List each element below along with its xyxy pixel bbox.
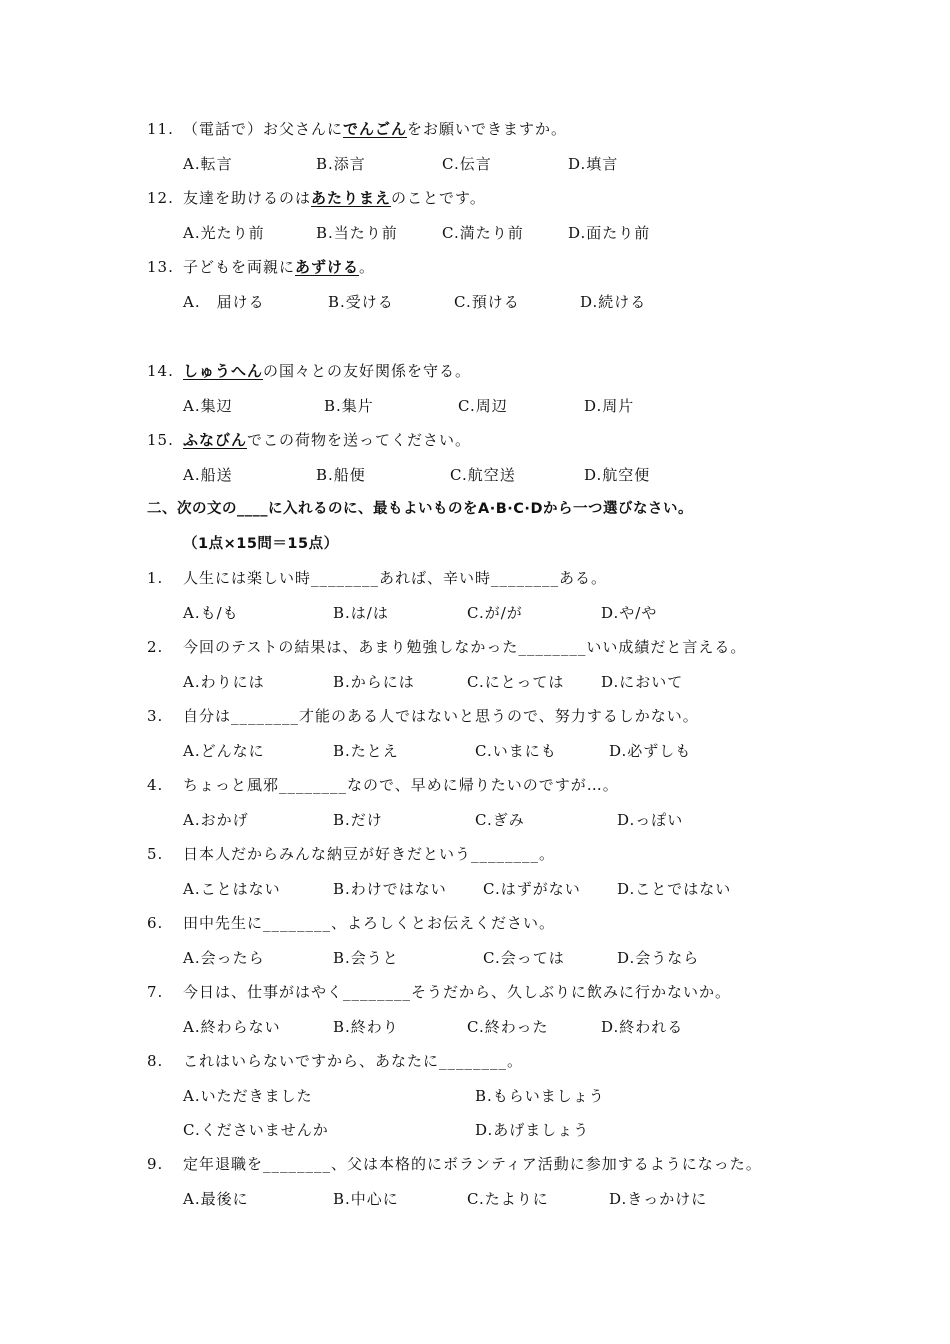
option-c: C.たよりに bbox=[467, 1190, 549, 1208]
option-d: D.や/や bbox=[601, 604, 658, 622]
option-d: D.続ける bbox=[580, 293, 647, 311]
option-d: D.あげましょう bbox=[475, 1121, 590, 1139]
option-b: B.わけではない bbox=[333, 880, 447, 898]
option-b: B.終わり bbox=[333, 1018, 399, 1036]
question-number: 13. bbox=[147, 258, 174, 276]
question-stem: 自分は________才能のある人ではないと思うので、努力するしかない。 bbox=[183, 707, 699, 725]
option-a: A.最後に bbox=[183, 1190, 249, 1208]
question-stem: 今日は、仕事がはやく________そうだから、久しぶりに飲みに行かないか。 bbox=[183, 983, 732, 1001]
option-a: A.船送 bbox=[183, 466, 233, 484]
option-a: A.集辺 bbox=[183, 397, 233, 415]
option-b: B.受ける bbox=[328, 293, 394, 311]
option-b: B.たとえ bbox=[333, 742, 399, 760]
question-stem: 今回のテストの結果は、あまり勉強しなかった________いい成績だと言える。 bbox=[183, 638, 747, 656]
option-c: C.くださいませんか bbox=[183, 1121, 329, 1139]
question-stem: これはいらないですから、あなたに________。 bbox=[183, 1052, 524, 1070]
target-word: しゅうへん bbox=[183, 362, 264, 380]
option-b: B.中心に bbox=[333, 1190, 399, 1208]
question-stem: ふなびんでこの荷物を送ってください。 bbox=[183, 431, 472, 449]
option-a: A.終わらない bbox=[183, 1018, 281, 1036]
question-number: 4. bbox=[147, 776, 164, 794]
option-b: B.は/は bbox=[333, 604, 389, 622]
question-number: 6. bbox=[147, 914, 164, 932]
question-number: 5. bbox=[147, 845, 164, 863]
option-d: D.周片 bbox=[584, 397, 635, 415]
option-c: C.いまにも bbox=[475, 742, 557, 760]
section-points: （1点×15問＝15点） bbox=[183, 536, 339, 552]
option-b: B.添言 bbox=[316, 155, 366, 173]
question-number: 9. bbox=[147, 1155, 164, 1173]
question-stem: ちょっと風邪________なので、早めに帰りたいのですが…。 bbox=[183, 776, 619, 794]
question-stem: 友達を助けるのはあたりまえのことです。 bbox=[183, 189, 486, 207]
option-a: A.おかげ bbox=[183, 811, 249, 829]
target-word: あたりまえ bbox=[311, 189, 392, 207]
question-number: 15. bbox=[147, 431, 174, 449]
option-c: C.にとっては bbox=[467, 673, 565, 691]
option-a: A.ことはない bbox=[183, 880, 281, 898]
option-c: C.終わった bbox=[467, 1018, 549, 1036]
option-d: D.っぽい bbox=[617, 811, 684, 829]
option-c: C.会っては bbox=[483, 949, 565, 967]
option-a: A.も/も bbox=[183, 604, 239, 622]
option-b: B.集片 bbox=[324, 397, 374, 415]
option-c: C.はずがない bbox=[483, 880, 581, 898]
question-number: 1. bbox=[147, 569, 164, 587]
option-b: B.会うと bbox=[333, 949, 399, 967]
option-a: A. 届ける bbox=[183, 293, 265, 311]
question-number: 14. bbox=[147, 362, 174, 380]
option-b: B.だけ bbox=[333, 811, 383, 829]
question-stem: （電話で）お父さんにでんごんをお願いできますか。 bbox=[183, 120, 568, 138]
question-number: 7. bbox=[147, 983, 164, 1001]
question-stem: 定年退職を________、父は本格的にボランティア活動に参加するようになった。 bbox=[183, 1155, 762, 1173]
option-a: A.会ったら bbox=[183, 949, 265, 967]
option-a: A.いただきました bbox=[183, 1087, 313, 1105]
option-c: C.伝言 bbox=[442, 155, 492, 173]
option-d: D.ことではない bbox=[617, 880, 732, 898]
option-c: C.周辺 bbox=[458, 397, 508, 415]
question-stem: しゅうへんの国々との友好関係を守る。 bbox=[183, 362, 472, 380]
option-d: D.終われる bbox=[601, 1018, 684, 1036]
section-heading: 二、次の文の____に入れるのに、最もよいものをA·B·C·Dから一つ選びなさい。 bbox=[147, 501, 693, 517]
option-a: A.わりには bbox=[183, 673, 265, 691]
option-a: A.転言 bbox=[183, 155, 233, 173]
question-stem: 人生には楽しい時________あれば、辛い時________ある。 bbox=[183, 569, 608, 587]
option-c: C.満たり前 bbox=[442, 224, 524, 242]
question-number: 12. bbox=[147, 189, 174, 207]
option-d: D.において bbox=[601, 673, 684, 691]
question-stem: 田中先生に________、よろしくとお伝えください。 bbox=[183, 914, 556, 932]
option-a: A.どんなに bbox=[183, 742, 265, 760]
question-number: 2. bbox=[147, 638, 164, 656]
option-b: B.からには bbox=[333, 673, 415, 691]
option-b: B.船便 bbox=[316, 466, 366, 484]
question-number: 3. bbox=[147, 707, 164, 725]
option-c: C.が/が bbox=[467, 604, 523, 622]
option-d: D.面たり前 bbox=[568, 224, 651, 242]
option-b: B.もらいましょう bbox=[475, 1087, 605, 1105]
target-word: でんごん bbox=[343, 120, 408, 138]
option-a: A.光たり前 bbox=[183, 224, 265, 242]
question-number: 8. bbox=[147, 1052, 164, 1070]
target-word: あずける bbox=[295, 258, 360, 276]
option-d: D.会うなら bbox=[617, 949, 700, 967]
question-stem: 日本人だからみんな納豆が好きだという________。 bbox=[183, 845, 556, 863]
question-stem: 子どもを両親にあずける。 bbox=[183, 258, 376, 276]
option-d: D.填言 bbox=[568, 155, 619, 173]
option-d: D.きっかけに bbox=[609, 1190, 708, 1208]
question-number: 11. bbox=[147, 120, 174, 138]
option-c: C.預ける bbox=[454, 293, 520, 311]
option-d: D.航空便 bbox=[584, 466, 651, 484]
option-c: C.航空送 bbox=[450, 466, 516, 484]
target-word: ふなびん bbox=[183, 431, 248, 449]
option-b: B.当たり前 bbox=[316, 224, 398, 242]
option-d: D.必ずしも bbox=[609, 742, 692, 760]
option-c: C.ぎみ bbox=[475, 811, 525, 829]
